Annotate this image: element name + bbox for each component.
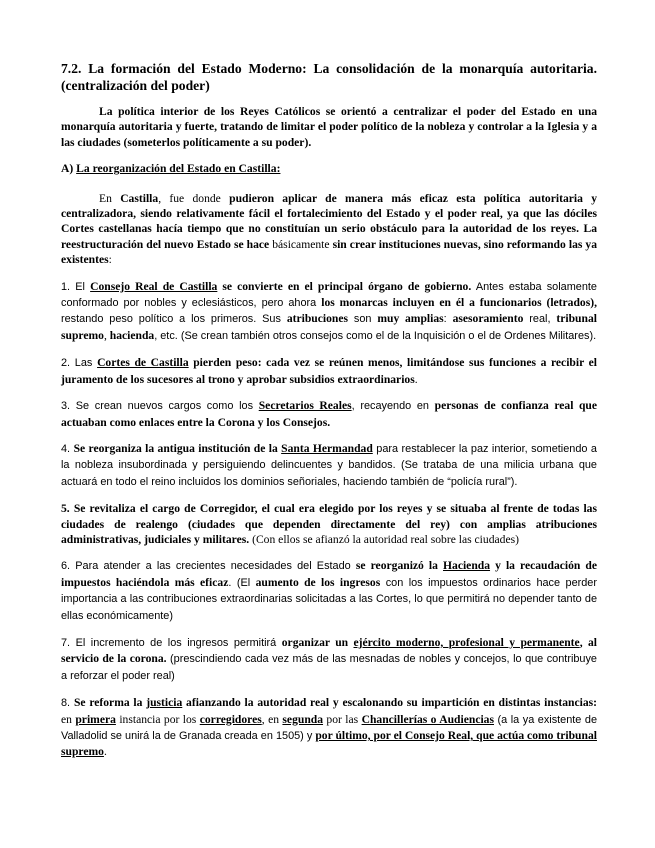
text-run: aumento de los ingresos [255, 575, 381, 589]
intro-paragraph: La política interior de los Reyes Católicos se orientó a centralizar el poder del Estado en una monarquía autoritaria y fuerte, tratando de limitar el poder político de la nobleza y controlar a la Iglesia y a las ciudades (someterlos políticamente a su poder). [61, 105, 597, 149]
text-run: asesoramiento [452, 312, 524, 326]
text-run: los monarcas incluyen en él a funcionarios (letrados), [321, 296, 597, 310]
text-run: 7. El incremento de los ingresos permitirá [61, 636, 282, 649]
text-run: pierden peso: cada vez se reúnen menos, limitándose sus funciones a recibir el juramento de los sucesores al trono y aprobar subsidios extraordinarios [61, 356, 597, 386]
text-run: pudieron aplicar de manera más eficaz esta política autoritaria y centralizadora, siendo relativamente fácil el fortalecimiento del Estado y el poder real, ya que las dóciles Cortes castellanas hacía tiempo que no constituían un serio obstáculo para la autoridad de los reyes. La reestructuración del nuevo Estado se hace [61, 191, 598, 251]
item-1 [61, 279, 597, 345]
text-run: En [99, 191, 121, 205]
text-run: por las [323, 712, 362, 726]
item-8 [61, 695, 597, 760]
text-run: básicamente [272, 237, 333, 251]
page-title: 7.2. La formación del Estado Moderno: La consolidación de la monarquía autoritaria. (centralización del poder) [61, 61, 597, 93]
item-3 [61, 398, 597, 430]
text-run: Secretarios Reales [258, 399, 352, 413]
text-run: (prescindiendo cada vez más de las mesnadas de nobles y concejos, lo que contribuye a reforzar el poder real) [61, 653, 597, 682]
section-a-title: La reorganización del Estado en Castilla: [76, 162, 281, 176]
text-run: tribunal supremo [61, 312, 597, 342]
text-run: Antes estaba solamente conformado por nobles y eclesiásticos, pero ahora [61, 280, 597, 310]
text-run: con los impuestos ordinarios hace perder importancia a las contribuciones extraordinarias solicitadas a las Cortes, lo que permitirá no depender tanto de ellas económicamente) [61, 576, 597, 622]
text-run: Consejo Real de Castilla [90, 279, 218, 293]
castilla-paragraph [61, 191, 597, 268]
text-run: sin crear instituciones nuevas, sino reformando las ya existentes [61, 237, 598, 267]
text-run: son [348, 313, 378, 326]
text-run: , al servicio de la corona. [61, 635, 597, 666]
text-run: real, [523, 313, 557, 326]
section-a-prefix: A) [61, 162, 77, 176]
text-run: para restablecer la paz interior, sometiendo a la nobleza insubordinada y persiguiendo delincuentes y bandidos. (Se trataba de una milicia urbana que actuará en todo el reino incluidos los dominios señoriales, haciendo también de “policía rural”). [61, 442, 597, 488]
item-5 [61, 501, 597, 547]
text-run: hacienda [109, 328, 155, 342]
item-2 [61, 355, 597, 387]
text-run: justicia [146, 696, 183, 710]
text-run: afianzando la autoridad real y escalonando su impartición en distintas instancias: [182, 696, 598, 710]
text-run: , recayendo en [351, 400, 435, 413]
text-run: 6. Para atender a las crecientes necesidades del Estado [61, 560, 356, 573]
text-run: (Con ellos se afianzó la autoridad real sobre las ciudades) [249, 532, 519, 546]
text-run: se convierte en el principal órgano de gobierno. [217, 279, 472, 293]
text-run: 2. Las [61, 357, 98, 370]
text-run: muy amplias [377, 312, 444, 326]
text-run: . [414, 372, 418, 386]
text-run: , fue donde [158, 191, 230, 205]
text-run: . (El [228, 576, 256, 589]
text-run: (a la ya existente de Valladolid se unirá la de Granada creada en 1505) y [61, 713, 598, 742]
text-run: : [108, 253, 112, 267]
text-run: organizar un [281, 635, 354, 649]
text-run: : [443, 313, 453, 326]
text-run: segunda [282, 712, 324, 726]
text-run: instancia por los [115, 712, 200, 726]
text-run: y la recaudación de impuestos haciéndola más eficaz [61, 559, 597, 589]
text-run: atribuciones [286, 312, 349, 326]
text-run: Cortes de Castilla [97, 356, 189, 370]
text-run: por último, por el Consejo Real, que actúa como tribunal supremo [61, 729, 597, 759]
text-run: corregidores [199, 712, 262, 726]
text-run: ejército moderno, profesional y permanente [353, 635, 580, 649]
item-6 [61, 558, 597, 624]
text-run: 8. [61, 697, 74, 710]
text-run: Castilla [120, 191, 159, 205]
text-run: , etc. (Se crean también otros consejos como el de la Inquisición o el de Ordenes Militares). [154, 329, 597, 342]
text-run: Chancillerías o Audiencias [361, 712, 494, 726]
item-7 [61, 635, 597, 684]
text-run: 5. Se revitaliza el cargo de Corregidor, el cual era elegido por los reyes y se situaba al frente de todas las ciudades de realengo (ciudades que dependen directamente del rey) con amplias atribuciones administrativas, judiciales y militares. [61, 502, 597, 546]
text-run: Hacienda [443, 559, 491, 573]
text-run: en [61, 712, 76, 726]
item-4 [61, 441, 597, 490]
section-a-heading [61, 161, 597, 176]
text-run: se reorganizó la [355, 559, 443, 573]
text-run: 4. [61, 442, 74, 455]
text-run: personas de confianza real que actuaban como enlaces entre la Corona y los Consejos. [61, 399, 598, 429]
text-run: restando peso político a los primeros. Sus [61, 313, 287, 326]
text-run: , [103, 328, 110, 342]
text-run: primera [75, 712, 116, 726]
text-run: 1. El [61, 280, 91, 293]
text-run: . [103, 745, 107, 759]
text-run: , en [261, 712, 283, 726]
text-run: Se reorganiza la antigua institución de la [73, 441, 282, 455]
text-run: Santa Hermandad [281, 441, 373, 455]
text-run: Se reforma la [73, 696, 147, 710]
text-run: 3. Se crean nuevos cargos como los [61, 400, 259, 413]
